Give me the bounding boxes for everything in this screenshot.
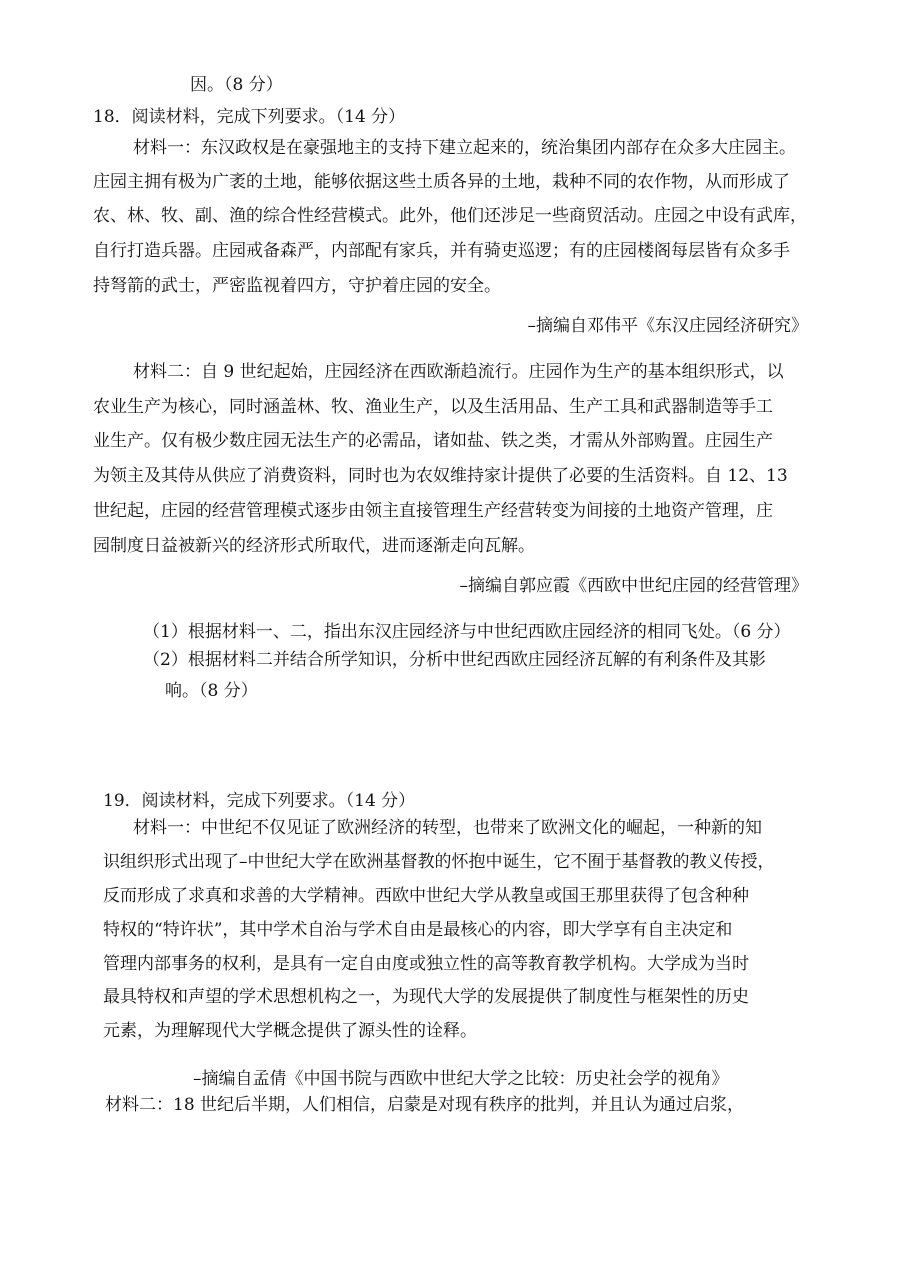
q19-m1-line: 特权的“特许状”，其中学术自治与学术自由是最核心的内容，即大学享有自主决定和 — [103, 920, 733, 940]
q17-tail: 因。（8 分） — [190, 75, 283, 95]
q19-m1-line: 管理内部事务的权利，是具有一定自由度或独立性的高等教育教学机构。大学成为当时 — [103, 954, 749, 974]
q19-m2-line: 材料二：18 世纪后半期，人们相信，启蒙是对现有秩序的批判，并且认为通过启浆， — [105, 1095, 745, 1115]
q19-m1-line: 识组织形式出现了–中世纪大学在欧洲基督教的怀抱中诞生，它不囿于基督教的教义传授， — [103, 852, 775, 872]
q18-m2-line: 世纪起，庄园的经营管理模式逐步由领主直接管理生产经营转变为间接的土地资产管理，庄 — [93, 501, 773, 521]
q18-m1-line: 农、林、牧、副、渔的综合性经营模式。此外，他们还涉足一些商贸活动。庄园之中设有武库， — [93, 206, 807, 226]
q19-m1-line: 反而形成了求真和求善的大学精神。西欧中世纪大学从教皇或国王那里获得了包含种种 — [103, 886, 749, 906]
q18-question-1: （1）根据材料一、二，指出东汉庄园经济与中世纪西欧庄园经济的相同飞处。（6 分） — [143, 622, 791, 642]
q18-m2-line: 园制度日益被新兴的经济形式所取代，进而逐渐走向瓦解。 — [93, 536, 535, 556]
q18-m2-line: 农业生产为核心，同时涵盖林、牧、渔业生产，以及生活用品、生产工具和武器制造等手工 — [93, 397, 773, 417]
q18-question-2-cont: 响。（8 分） — [165, 681, 258, 701]
q18-m1-source: –摘编自邓伟平《东汉庄园经济研究》 — [527, 316, 808, 336]
q18-m2-line: 业生产。仅有极少数庄园无法生产的必需品，诸如盐、铁之类，才需从外部购置。庄园生产 — [93, 431, 773, 451]
q18-m2-source: –摘编自郭应霞《西欧中世纪庄园的经营管理》 — [459, 576, 808, 596]
q18-m1-line: 材料一：东汉政权是在豪强地主的支持下建立起来的，统治集团内部存在众多大庄园主。 — [133, 138, 796, 158]
q18-m1-line: 自行打造兵器。庄园戒备森严，内部配有家兵，并有骑吏巡逻；有的庄园楼阁每层皆有众多手 — [93, 241, 790, 261]
q19-m1-line: 材料一：中世纪不仅见证了欧洲经济的转型，也带来了欧洲文化的崛起，一种新的知 — [133, 818, 762, 838]
q18-question-2: （2）根据材料二并结合所学知识，分析中世纪西欧庄园经济瓦解的有利条件及其影 — [143, 650, 766, 670]
q18-m2-line: 材料二：自 9 世纪起始，庄园经济在西欧渐趋流行。庄园作为生产的基本组织形式，以 — [133, 362, 784, 382]
q19-m1-line: 最具特权和声望的学术思想机构之一，为现代大学的发展提供了制度性与框架性的历史 — [103, 987, 749, 1007]
q19-m1-source: –摘编自孟倩《中国书院与西欧中世纪大学之比较：历史社会学的视角》 — [193, 1069, 729, 1089]
q19-m1-line: 元素，为理解现代大学概念提供了源头性的诠释。 — [103, 1021, 477, 1041]
q18-m1-line: 持弩箭的武士，严密监视着四方，守护着庄园的安全。 — [93, 276, 501, 296]
q18-header: 18．阅读材料，完成下列要求。（14 分） — [93, 107, 406, 127]
q19-header: 19．阅读材料，完成下列要求。（14 分） — [103, 791, 416, 811]
q18-m2-line: 为领主及其侍从供应了消费资料，同时也为农奴维持家计提供了必要的生活资料。自 12、13 — [93, 466, 788, 486]
q18-m1-line: 庄园主拥有极为广袤的土地，能够依据这些土质各异的土地，栽种不同的农作物，从而形成了 — [93, 172, 790, 192]
